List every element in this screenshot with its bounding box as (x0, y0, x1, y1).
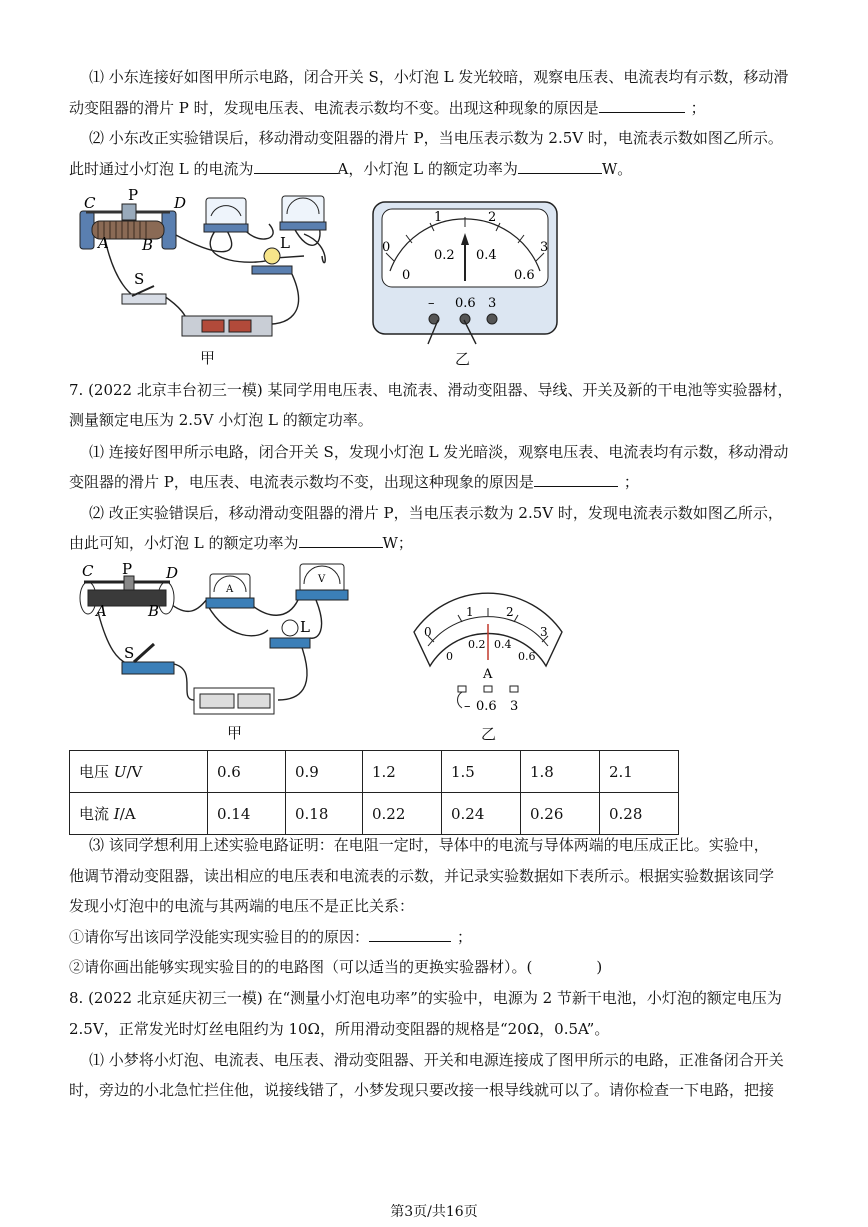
table-cell: 0.9 (286, 751, 363, 793)
label-b: B (148, 602, 160, 620)
q6-ammeter-dial (372, 201, 558, 335)
label-l: L (300, 618, 310, 636)
q7-part1-line1: ⑴ 连接好图甲所示电路，闭合开关 S，发现小灯泡 L 发光暗淡，观察电压表、电流表均有示数，移动滑动 (89, 443, 789, 461)
q7-part3-line3: 发现小灯泡中的电流与其两端的电压不是正比关系： (69, 897, 415, 915)
answer-blank (299, 533, 383, 548)
voltmeter-label: V (318, 574, 326, 585)
label-p: P (122, 560, 133, 578)
scale-top-2: 2 (488, 210, 497, 225)
q7-circuit-diagram (78, 560, 364, 722)
scale-top-3: 3 (540, 240, 549, 255)
answer-blank (254, 159, 338, 174)
label-p: P (128, 186, 139, 204)
scale-bottom-0.4: 0.4 (476, 248, 497, 263)
voltmeter (280, 196, 326, 230)
q7-stem-line1: 7. (2022 北京丰台初三一模) 某同学用电压表、电流表、滑动变阻器、导线、开关及新的干电池等实验器材， (69, 381, 793, 399)
q7-part3-item2: ②请你画出能够实现实验目的的电路图（可以适当的更换实验器材）。( ) (69, 958, 603, 976)
page-footer: 第3页/共16页 (390, 1204, 478, 1220)
q7-part3-line1: ⑶ 该同学想利用上述实验电路证明：在电阻一定时，导体中的电流与导体两端的电压成正比。实验中， (89, 836, 769, 854)
answer-blank (518, 159, 602, 174)
q7-part3-line2: 他调节滑动变阻器，读出相应的电压表和电流表的示数，并记录实验数据如下表所示。根据实验数据该同学 (69, 867, 775, 885)
label-c: C (84, 194, 96, 212)
switch (122, 286, 166, 304)
scale-top-1: 1 (434, 210, 443, 225)
table-cell: 0.14 (208, 793, 286, 835)
terminal-0.6: 0.6 (476, 699, 497, 714)
table-cell: 1.8 (521, 751, 600, 793)
q6-part2-line1: ⑵ 小东改正实验错误后，移动滑动变阻器的滑片 P，当电压表示数为 2.5V 时，电流表示数如图乙所示。 (89, 129, 783, 147)
label-b: B (142, 236, 154, 254)
table-cell: 0.28 (600, 793, 679, 835)
answer-blank (534, 472, 618, 487)
table-cell: 0.26 (521, 793, 600, 835)
table-cell: 0.18 (286, 793, 363, 835)
figure-caption-jia: 甲 (227, 724, 243, 742)
scale-top-1: 1 (466, 605, 474, 619)
table-cell: 0.24 (442, 793, 521, 835)
scale-top-0: 0 (424, 625, 432, 639)
table-cell: 2.1 (600, 751, 679, 793)
scale-top-0: 0 (382, 240, 391, 255)
label-c: C (82, 562, 94, 580)
q7-part1-line2: 变阻器的滑片 P，电压表、电流表示数均不变，出现这种现象的原因是 ； (69, 473, 639, 491)
data-table (69, 750, 679, 835)
q7-part2-line1: ⑵ 改正实验错误后，移动滑动变阻器的滑片 P，当电压表示数为 2.5V 时，发现电流表示数如图乙所示， (89, 504, 783, 522)
q7-stem-line2: 测量额定电压为 2.5V 小灯泡 L 的额定功率。 (69, 411, 373, 429)
label-a: A (96, 602, 107, 620)
row-label-voltage: 电压 U/V (70, 751, 208, 793)
label-s: S (124, 644, 135, 662)
terminal-minus: – (428, 296, 435, 311)
q8-part1-line2: 时，旁边的小北急忙拦住他，说接线错了，小梦发现只要改接一根导线就可以了。请你检查一下电路，把接 (69, 1081, 775, 1099)
table-cell: 1.5 (442, 751, 521, 793)
figure-caption-jia: 甲 (200, 349, 216, 367)
scale-bottom-0.6: 0.6 (518, 650, 536, 663)
table-cell: 1.2 (363, 751, 442, 793)
table-cell: 0.6 (208, 751, 286, 793)
q6-circuit-diagram (74, 186, 364, 346)
ammeter (204, 198, 248, 232)
answer-blank (369, 927, 451, 942)
label-l: L (280, 234, 290, 252)
q6-part2-line2: 此时通过小灯泡 L 的电流为 A，小灯泡 L 的额定功率为 W。 (69, 160, 633, 178)
label-s: S (134, 270, 145, 288)
scale-bottom-0.2: 0.2 (468, 638, 486, 651)
battery (182, 316, 272, 336)
table-cell: 0.22 (363, 793, 442, 835)
table-row (70, 793, 679, 835)
q7-ammeter-dial (410, 584, 566, 716)
scale-bottom-0: 0 (402, 268, 411, 283)
label-d: D (174, 194, 187, 212)
q8-stem-line2: 2.5V，正常发光时灯丝电阻约为 10Ω，所用滑动变阻器的规格是“20Ω，0.5A”。 (69, 1020, 610, 1038)
scale-bottom-0: 0 (446, 650, 453, 663)
q7-part2-line2: 由此可知，小灯泡 L 的额定功率为 W； (69, 534, 413, 552)
row-label-current: 电流 I/A (70, 793, 208, 835)
battery (194, 688, 274, 714)
terminal-3: 3 (510, 699, 519, 714)
terminal-3: 3 (488, 296, 497, 311)
label-d: D (166, 564, 179, 582)
scale-top-2: 2 (506, 605, 514, 619)
scale-bottom-0.6: 0.6 (514, 268, 535, 283)
terminal-0.6: 0.6 (455, 296, 476, 311)
q6-meter-wires (424, 316, 484, 346)
ammeter-label: A (226, 584, 234, 595)
rheostat (80, 576, 174, 614)
figure-caption-yi: 乙 (481, 725, 497, 743)
meter-unit-label: A (483, 667, 493, 682)
scale-bottom-0.4: 0.4 (494, 638, 512, 651)
scale-bottom-0.2: 0.2 (434, 248, 455, 263)
figure-caption-yi: 乙 (455, 350, 471, 368)
answer-blank (599, 98, 685, 113)
scale-top-3: 3 (540, 625, 548, 639)
q6-part1-line1: ⑴ 小东连接好如图甲所示电路，闭合开关 S，小灯泡 L 发光较暗，观察电压表、电流表均有示数，移动滑 (89, 68, 789, 86)
label-a: A (98, 234, 109, 252)
q8-stem-line1: 8. (2022 北京延庆初三一模) 在“测量小灯泡电功率”的实验中，电源为 2 节新干电池，小灯泡的额定电压为 (69, 989, 782, 1007)
q6-part1-line2: 动变阻器的滑片 P 时，发现电压表、电流表示数均不变。出现这种现象的原因是 ； (69, 99, 706, 117)
terminal-minus: – (464, 699, 471, 714)
q7-part3-item1: ①请你写出该同学没能实现实验目的的原因： ； (69, 928, 473, 946)
table-row (70, 751, 679, 793)
q8-part1-line1: ⑴ 小梦将小灯泡、电流表、电压表、滑动变阻器、开关和电源连接成了图甲所示的电路，正准备闭合开关 (89, 1051, 784, 1069)
